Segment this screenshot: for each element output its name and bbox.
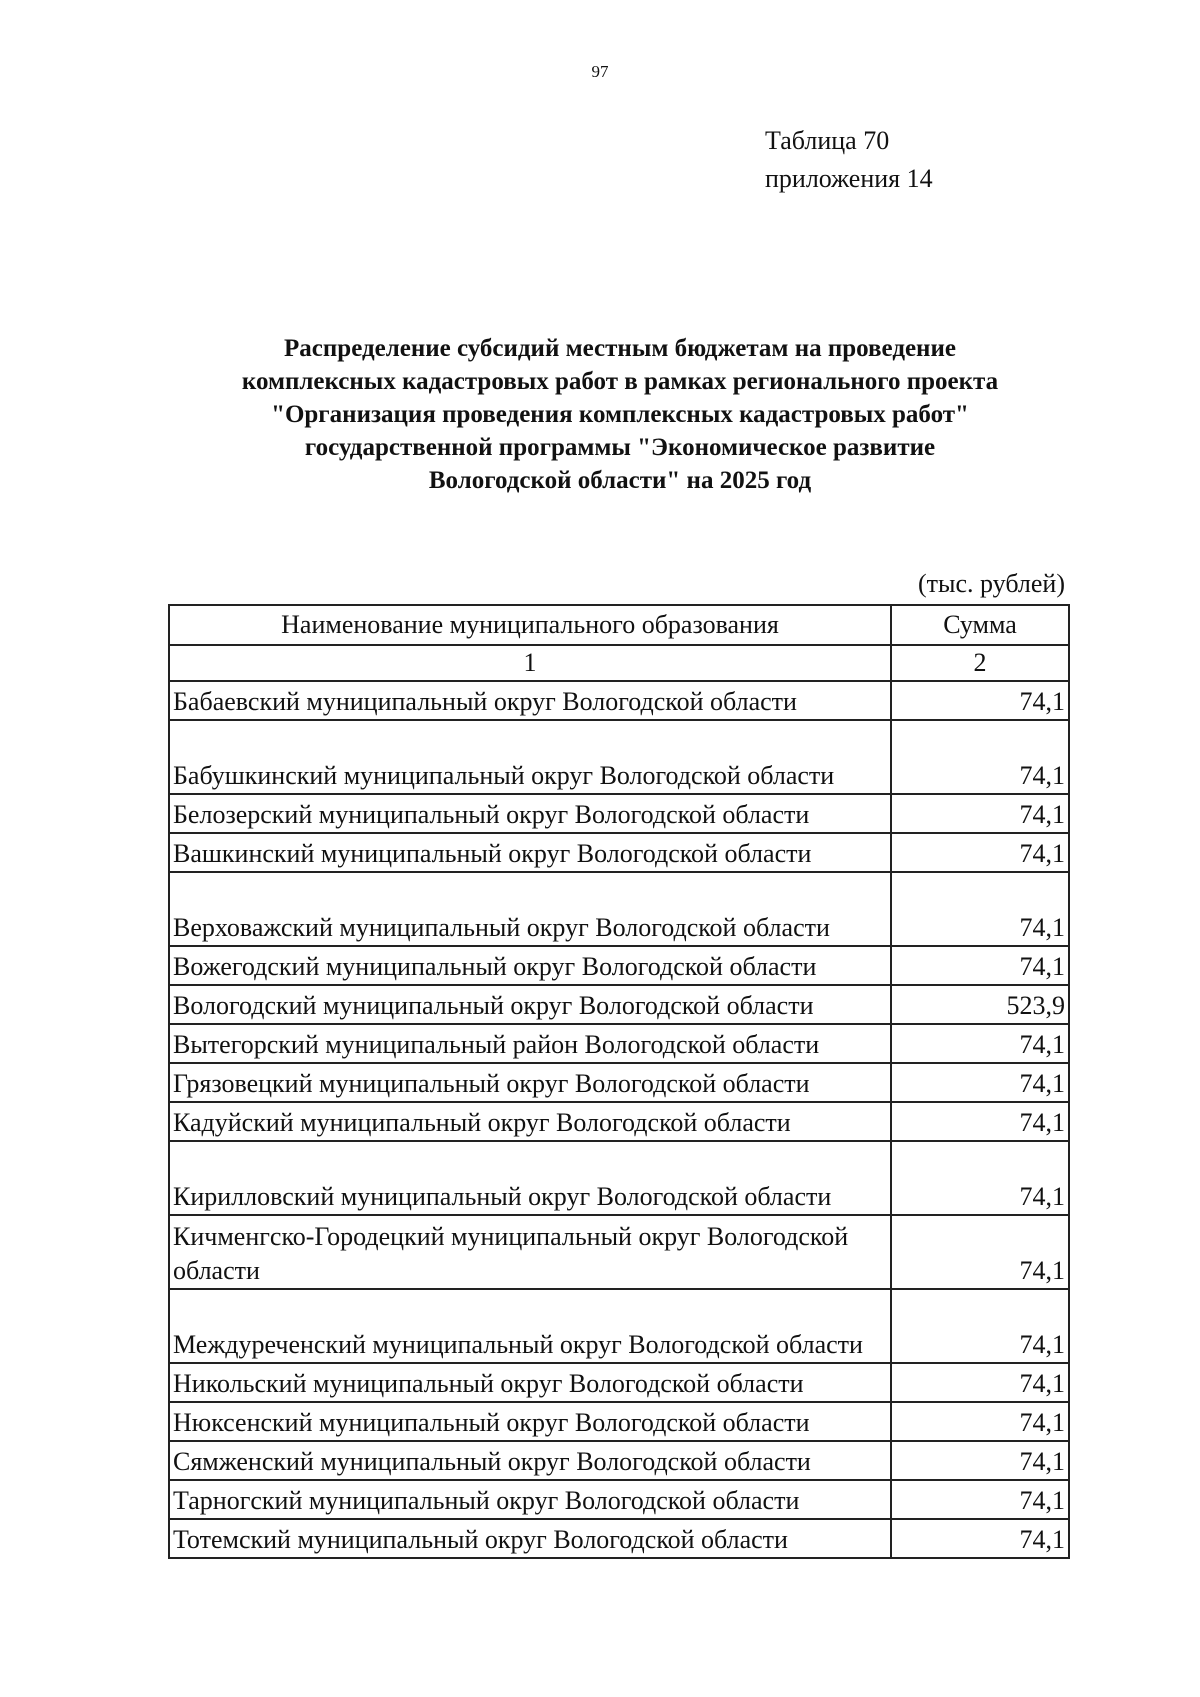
column-number-2: 2 [891, 645, 1069, 681]
header-name: Наименование муниципального образования [169, 605, 891, 645]
municipality-name: Кирилловский муниципальный округ Вологодской области [169, 1141, 891, 1215]
municipality-name: Грязовецкий муниципальный округ Вологодской области [169, 1063, 891, 1102]
title-line: "Организация проведения комплексных кадастровых работ" [271, 401, 969, 428]
municipality-name: Вытегорский муниципальный район Вологодской области [169, 1024, 891, 1063]
table-ref-line1: Таблица 70 [765, 126, 890, 155]
subsidy-sum: 74,1 [891, 1024, 1069, 1063]
column-numbers-row [169, 645, 1069, 681]
subsidy-sum: 74,1 [891, 1480, 1069, 1519]
header-sum: Сумма [891, 605, 1069, 645]
municipality-name: Кичменгско-Городецкий муниципальный округ Вологодской области [169, 1215, 891, 1289]
subsidy-sum: 74,1 [891, 872, 1069, 946]
subsidy-sum: 74,1 [891, 1363, 1069, 1402]
table-row [169, 1402, 1069, 1441]
table-header-row [169, 605, 1069, 645]
subsidy-sum: 74,1 [891, 946, 1069, 985]
subsidy-sum: 74,1 [891, 1063, 1069, 1102]
table-row [169, 985, 1069, 1024]
table-row [169, 872, 1069, 946]
table-row [169, 833, 1069, 872]
subsidy-table [168, 604, 1070, 1559]
table-row [169, 1480, 1069, 1519]
table-row [169, 794, 1069, 833]
units-label: (тыс. рублей) [917, 569, 1065, 598]
table-row [169, 1024, 1069, 1063]
column-number-1: 1 [169, 645, 891, 681]
municipality-name: Кадуйский муниципальный округ Вологодской области [169, 1102, 891, 1141]
municipality-name: Бабаевский муниципальный округ Вологодской области [169, 681, 891, 720]
subsidy-sum: 74,1 [891, 1102, 1069, 1141]
table-row [169, 720, 1069, 794]
title-line: государственной программы "Экономическое развитие [304, 434, 936, 461]
municipality-name: Вожегодский муниципальный округ Вологодской области [169, 946, 891, 985]
subsidy-sum: 523,9 [891, 985, 1069, 1024]
municipality-name: Междуреченский муниципальный округ Вологодской области [169, 1289, 891, 1363]
table-row [169, 1519, 1069, 1558]
table-reference [765, 122, 933, 198]
page-number: 97 [591, 62, 609, 81]
table-row [169, 1289, 1069, 1363]
table-row [169, 946, 1069, 985]
municipality-name: Сямженский муниципальный округ Вологодской области [169, 1441, 891, 1480]
subsidy-sum: 74,1 [891, 1441, 1069, 1480]
title-line: комплексных кадастровых работ в рамках регионального проекта [241, 368, 999, 395]
municipality-name: Бабушкинский муниципальный округ Вологодской области [169, 720, 891, 794]
subsidy-sum: 74,1 [891, 720, 1069, 794]
table-row [169, 1102, 1069, 1141]
municipality-name: Никольский муниципальный округ Вологодской области [169, 1363, 891, 1402]
municipality-name: Нюксенский муниципальный округ Вологодской области [169, 1402, 891, 1441]
table-ref-line2: приложения 14 [765, 164, 933, 193]
subsidy-sum: 74,1 [891, 1402, 1069, 1441]
title-line: Вологодской области" на 2025 год [428, 467, 812, 494]
table-row [169, 1215, 1069, 1289]
subsidy-sum: 74,1 [891, 1289, 1069, 1363]
subsidy-sum: 74,1 [891, 681, 1069, 720]
municipality-name: Вашкинский муниципальный округ Вологодской области [169, 833, 891, 872]
title-line: Распределение субсидий местным бюджетам на проведение [284, 335, 956, 362]
municipality-name: Вологодский муниципальный округ Вологодской области [169, 985, 891, 1024]
municipality-name: Белозерский муниципальный округ Вологодской области [169, 794, 891, 833]
table-row [169, 1141, 1069, 1215]
municipality-name: Верховажский муниципальный округ Вологодской области [169, 872, 891, 946]
table-row [169, 1063, 1069, 1102]
subsidy-sum: 74,1 [891, 1519, 1069, 1558]
municipality-name: Тарногский муниципальный округ Вологодской области [169, 1480, 891, 1519]
subsidy-sum: 74,1 [891, 794, 1069, 833]
table-row [169, 681, 1069, 720]
table-row [169, 1363, 1069, 1402]
document-title [120, 332, 1120, 497]
subsidy-sum: 74,1 [891, 1215, 1069, 1289]
subsidy-sum: 74,1 [891, 1141, 1069, 1215]
subsidy-sum: 74,1 [891, 833, 1069, 872]
municipality-name: Тотемский муниципальный округ Вологодской области [169, 1519, 891, 1558]
table-row [169, 1441, 1069, 1480]
